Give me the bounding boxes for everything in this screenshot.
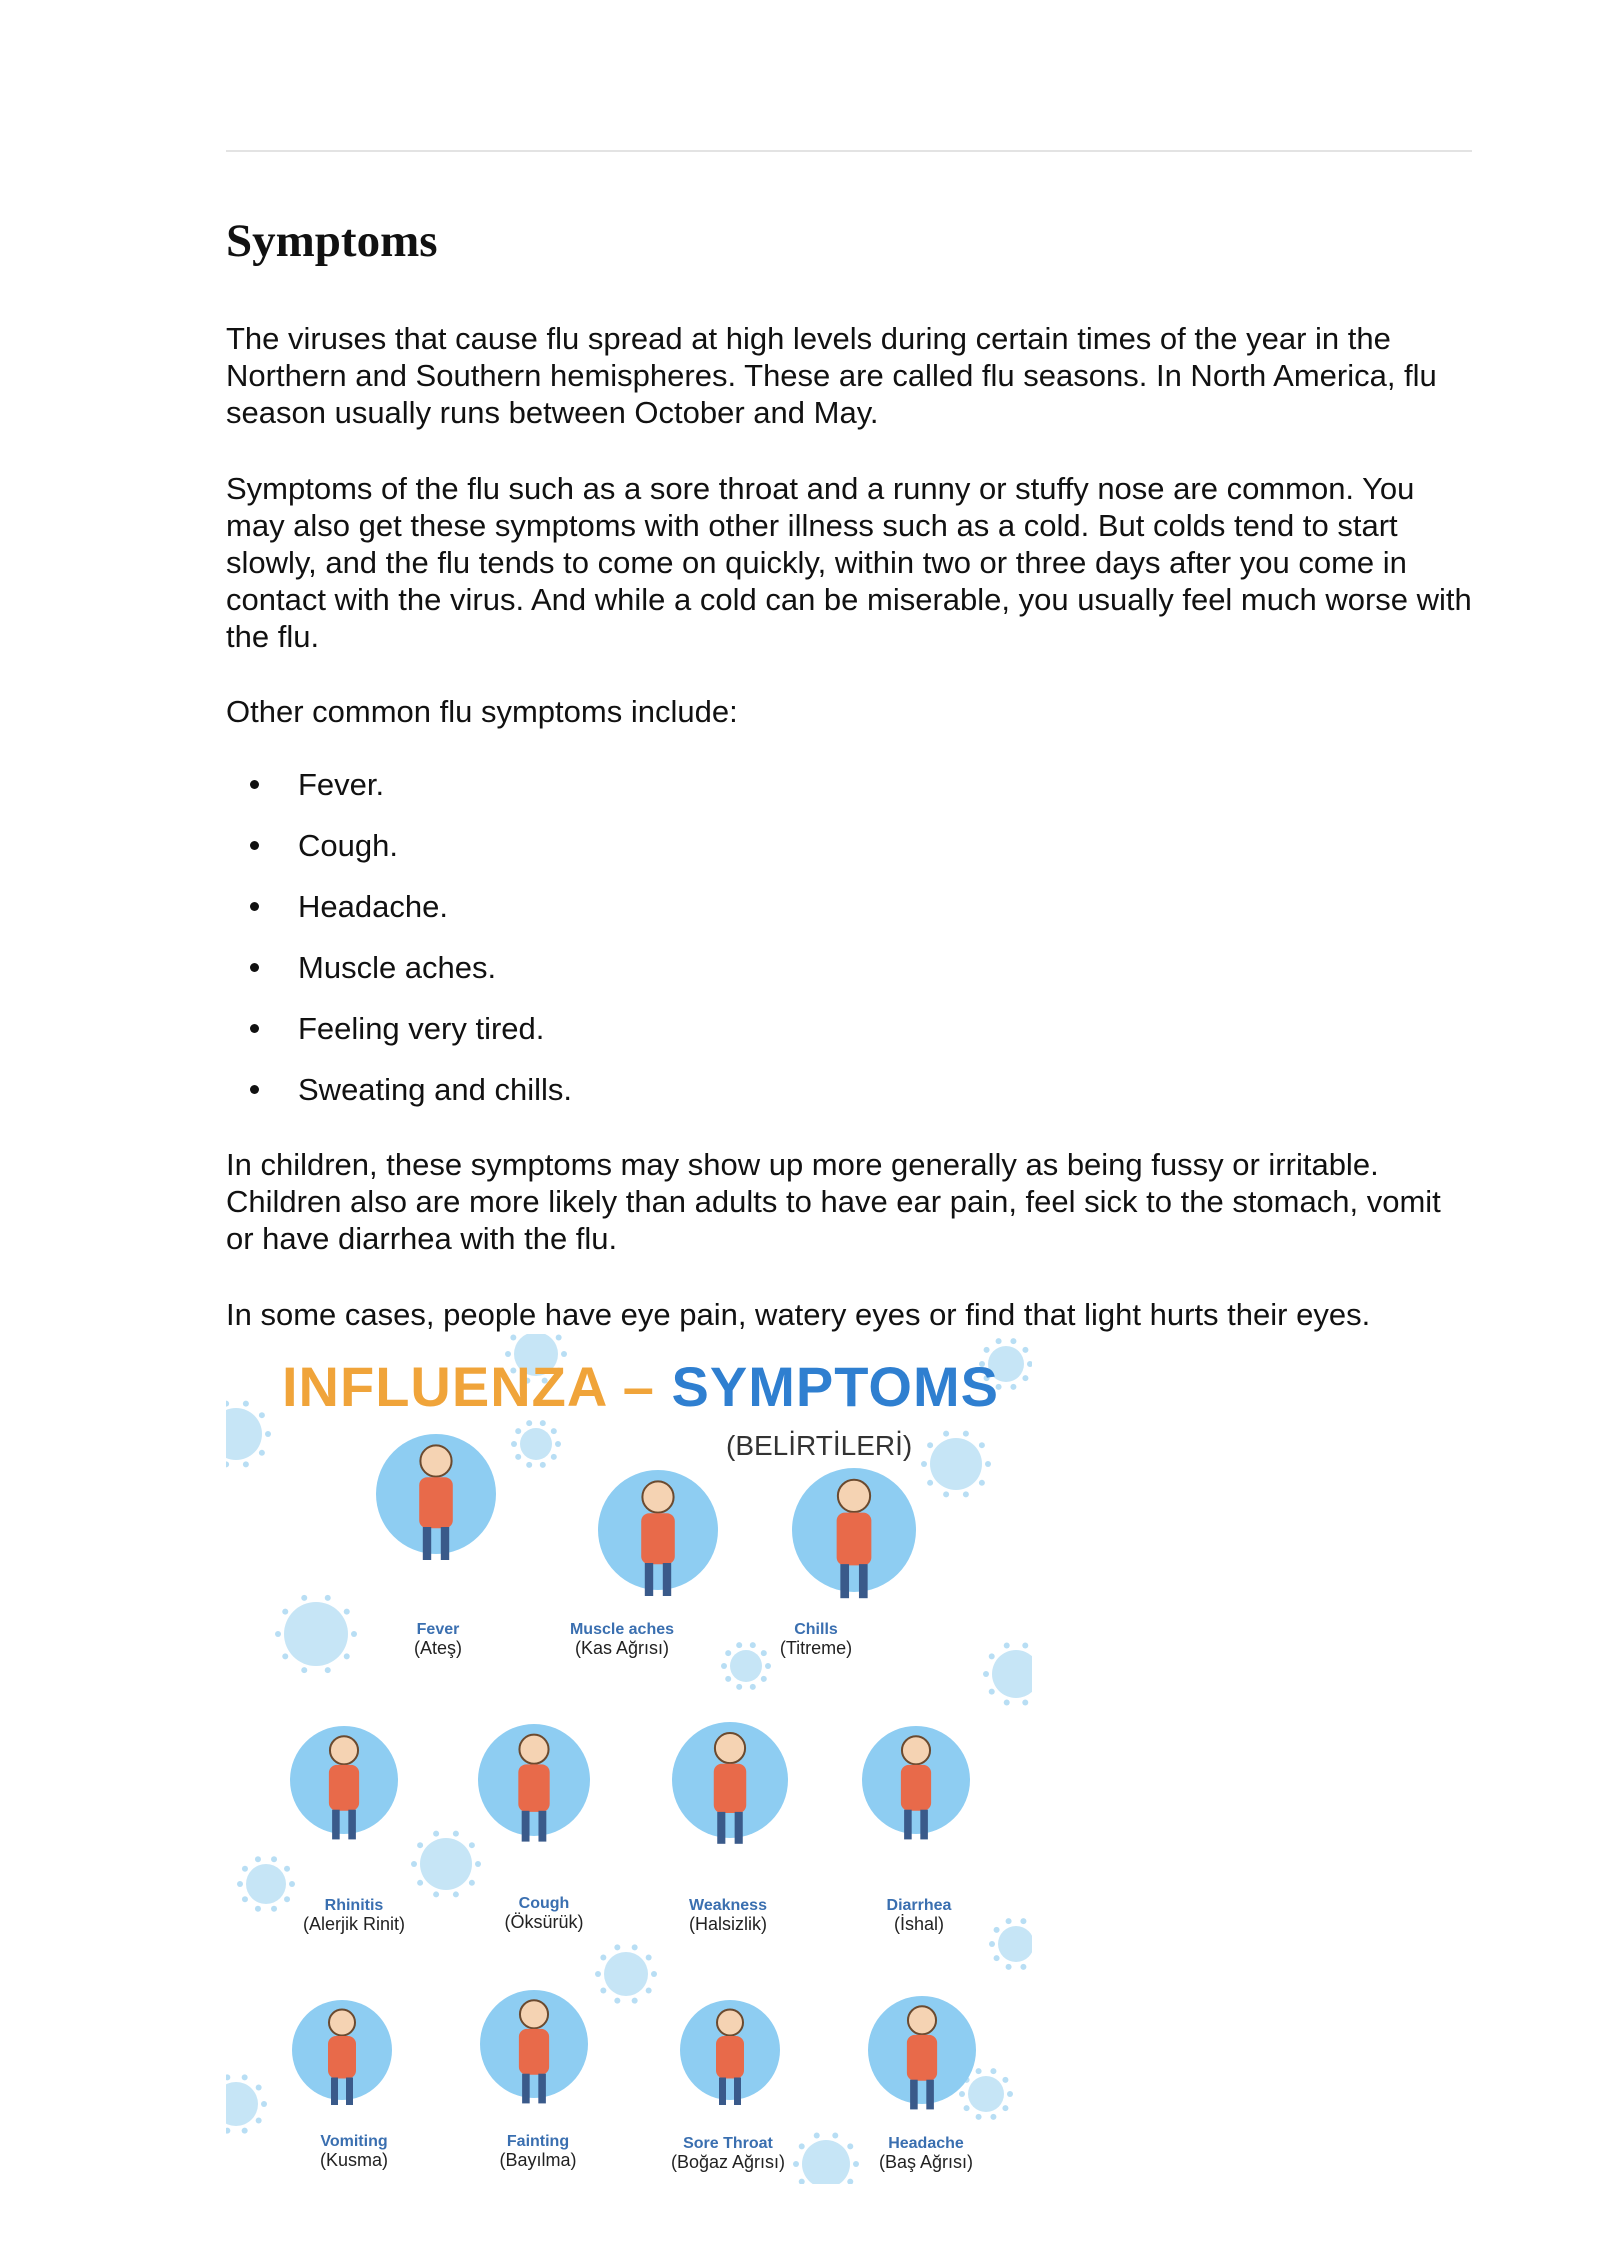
bullet-icon [250,902,259,911]
virus-icon [983,1642,1032,1705]
intro-paragraph: The viruses that cause flu spread at high levels during certain times of the year in the Northern and Southern hemispheres. These are called flu seasons. In North America, flu season usually runs between October and May. [226,321,1437,430]
poster-caption-diarrhea: Diarrhea (İshal) [886,1897,952,1934]
virus-icon [226,1401,271,1468]
poster-caption-muscle-aches: Muscle aches (Kas Ağrısı) [569,1621,675,1658]
symptom-figure-icon [478,1724,590,1842]
bullet-icon [250,963,259,972]
symptom-figure-icon [376,1434,496,1560]
poster-caption-weakness: Weakness (Halsizlik) [689,1897,767,1934]
virus-icon [511,1420,561,1468]
poster-caption-rhinitis: Rhinitis (Alerjik Rinit) [302,1897,405,1934]
poster-caption-sore-throat: Sore Throat (Boğaz Ağrısı) [670,2135,786,2172]
bullet-icon [250,1024,259,1033]
eye-paragraph: In some cases, people have eye pain, watery eyes or find that light hurts their eyes. [226,1297,1371,1332]
bullet-icon [250,780,259,789]
list-intro: Other common flu symptoms include: [226,694,738,729]
bullet-icon [250,841,259,850]
virus-icon [921,1431,991,1498]
virus-icon [411,1831,481,1898]
symptom-figure-icon [680,2000,780,2105]
virus-icon [226,2074,267,2133]
children-paragraph: In children, these symptoms may show up more generally as being fussy or irritable. Children also are more likely than adults to have ear pain, feel sick to the stomach, vomit or have diarrhea with the flu. [226,1147,1441,1256]
poster-caption-cough: Cough (Öksürük) [504,1895,584,1932]
page-title: Symptoms [226,215,438,267]
bullet-icon [250,1085,259,1094]
symptom-figure-icon [672,1722,788,1844]
poster-caption-vomiting: Vomiting (Kusma) [319,2133,388,2170]
poster-caption-headache: Headache (Baş Ağrısı) [878,2135,974,2172]
virus-icon [275,1595,357,1673]
poster-caption-fainting: Fainting (Bayılma) [499,2133,577,2170]
poster-subtitle: (BELİRTİLERİ) [726,1430,913,1461]
symptom-figure-icon [292,2000,392,2105]
influenza-symptoms-poster [226,1334,1032,2184]
symptoms-paragraph: Symptoms of the flu such as a sore throat and a runny or stuffy nose are common. You may also get these symptoms with other illness such as a cold. But colds tend to start slowly, and the flu tends to come on quickly, within two or three days after you come in contact with the virus. And while a cold can be miserable, you usually feel much worse with the flu. [226,471,1472,654]
symptom-figure-icon [598,1470,718,1596]
virus-icon [595,1944,657,2003]
symptom-figure-icon [480,1990,588,2103]
poster-title: INFLUENZA – SYMPTOMS [282,1355,999,1418]
symptom-figure-icon [862,1726,970,1839]
symptom-figure-icon [290,1726,398,1839]
poster-caption-fever: Fever (Ateş) [413,1621,462,1658]
top-divider [226,150,1472,152]
poster-caption-chills: Chills (Titreme) [779,1621,853,1658]
symptom-figure-icon [792,1468,916,1598]
